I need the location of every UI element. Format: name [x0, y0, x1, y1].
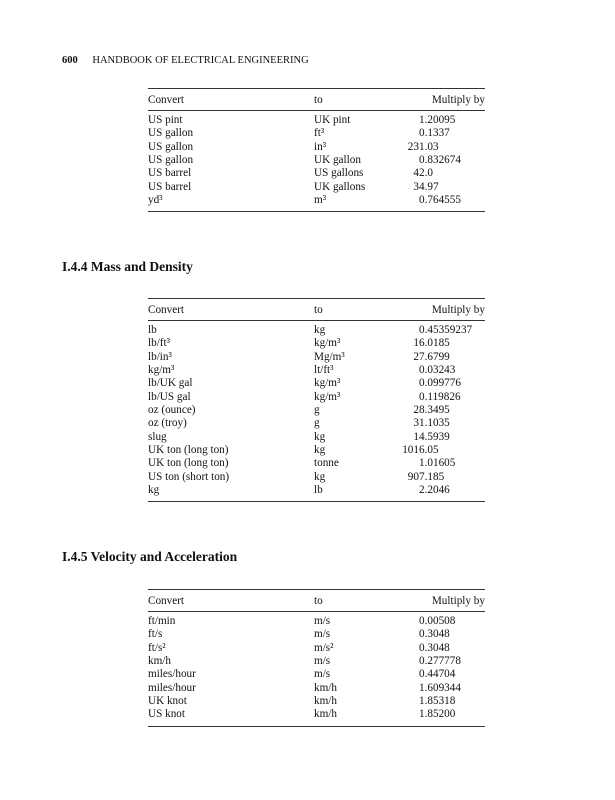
multiplier-cell: 0.099776	[419, 377, 461, 390]
to-cell: m/s	[314, 615, 331, 627]
table-header	[148, 299, 485, 321]
multiplier-cell: 0.1337	[419, 127, 450, 140]
convert-cell: UK knot	[148, 695, 187, 708]
table-row	[148, 668, 485, 681]
multiplier-cell: 0.764555	[419, 194, 461, 207]
to-cell: US gallons	[314, 167, 364, 180]
convert-cell: ft/s	[148, 628, 163, 641]
table-row	[148, 127, 485, 140]
convert-cell: US knot	[148, 708, 185, 721]
to-cell: UK gallons	[314, 180, 366, 193]
to-cell: kg/m³	[314, 337, 341, 350]
table-row	[148, 417, 485, 430]
table-row	[148, 431, 485, 444]
convert-cell: US gallon	[148, 140, 194, 153]
convert-cell: US barrel	[148, 180, 192, 193]
to-cell: m/s	[314, 628, 331, 641]
convert-cell: ft/s²	[148, 641, 166, 654]
multiplier-cell: 27.6799	[413, 350, 450, 363]
convert-cell: US pint	[148, 114, 183, 126]
mass-density-table	[148, 298, 485, 502]
table-row	[148, 615, 485, 628]
convert-cell: US gallon	[148, 154, 194, 167]
table-header	[148, 590, 485, 612]
multiplier-cell: 1016.05	[402, 444, 439, 457]
column-header-convert: Convert	[148, 595, 185, 607]
multiplier-cell: 2.2046	[419, 484, 450, 497]
table-row	[148, 682, 485, 695]
column-header-to: to	[314, 304, 323, 316]
table-row	[148, 114, 485, 127]
table-row	[148, 404, 485, 417]
multiplier-cell: 1.85200	[419, 708, 456, 721]
multiplier-cell: 0.00508	[419, 615, 456, 627]
multiplier-cell: 907.185	[407, 470, 445, 483]
table-row	[148, 391, 485, 404]
to-cell: UK gallon	[314, 154, 361, 167]
convert-cell: lb	[148, 324, 157, 336]
to-cell: m/s	[314, 655, 331, 668]
table-row	[148, 167, 485, 180]
table-row	[148, 377, 485, 390]
to-cell: lb	[314, 484, 323, 497]
multiplier-cell: 34.97	[413, 180, 439, 193]
table-row	[148, 655, 485, 668]
multiplier-cell: 0.119826	[419, 390, 461, 403]
multiplier-cell: 14.5939	[413, 430, 450, 443]
to-cell: kg	[314, 470, 326, 483]
multiplier-cell: 42.0	[413, 167, 433, 180]
running-header	[62, 55, 309, 66]
multiplier-cell: 31.1035	[413, 417, 450, 430]
to-cell: kg/m³	[314, 377, 341, 390]
convert-cell: US gallon	[148, 127, 194, 140]
convert-cell: lb/ft³	[148, 337, 170, 350]
table-row	[148, 337, 485, 350]
column-header-to: to	[314, 595, 323, 607]
convert-cell: UK ton (long ton)	[148, 444, 229, 457]
to-cell: in³	[314, 140, 327, 153]
convert-cell: miles/hour	[148, 681, 196, 694]
to-cell: kg	[314, 444, 326, 457]
convert-cell: US ton (short ton)	[148, 470, 230, 483]
section-heading-velocity-acceleration: I.4.5 Velocity and Acceleration	[62, 549, 238, 564]
to-cell: km/h	[314, 708, 337, 721]
table-row	[148, 181, 485, 194]
table-row	[148, 364, 485, 377]
table-row	[148, 324, 485, 337]
to-cell: Mg/m³	[314, 350, 345, 363]
convert-cell: ft/min	[148, 615, 176, 627]
table-row	[148, 141, 485, 154]
column-header-multiply-by: Multiply by	[431, 304, 485, 316]
table-row	[148, 708, 485, 721]
to-cell: kg/m³	[314, 390, 341, 403]
multiplier-cell: 1.20095	[419, 114, 456, 126]
table-row	[148, 154, 485, 167]
multiplier-cell: 28.3495	[413, 404, 450, 417]
convert-cell: oz (ounce)	[148, 404, 196, 417]
to-cell: kg	[314, 324, 326, 336]
multiplier-cell: 1.609344	[419, 681, 461, 694]
table-row	[148, 457, 485, 470]
multiplier-cell: 1.01605	[419, 457, 456, 470]
multiplier-cell: 0.03243	[419, 364, 456, 377]
column-header-to: to	[314, 94, 323, 106]
convert-cell: lb/in³	[148, 350, 172, 363]
to-cell: g	[314, 417, 320, 430]
page-number: 600	[62, 55, 78, 66]
table-row	[148, 628, 485, 641]
convert-cell: kg/m³	[148, 364, 175, 377]
to-cell: lt/ft³	[314, 364, 334, 377]
convert-cell: km/h	[148, 655, 171, 668]
convert-cell: kg	[148, 484, 160, 497]
to-cell: km/h	[314, 681, 337, 694]
convert-cell: US barrel	[148, 167, 192, 180]
to-cell: m³	[314, 194, 327, 207]
multiplier-cell: 0.3048	[419, 628, 450, 641]
multiplier-cell: 1.85318	[419, 695, 456, 708]
column-header-multiply-by: Multiply by	[431, 94, 485, 106]
convert-cell: lb/UK gal	[148, 377, 193, 390]
section-heading-mass-density: I.4.4 Mass and Density	[62, 259, 193, 274]
column-header-convert: Convert	[148, 304, 185, 316]
to-cell: m/s²	[314, 641, 334, 654]
table-row	[148, 351, 485, 364]
table-header	[148, 89, 485, 111]
multiplier-cell: 231.03	[407, 140, 439, 153]
to-cell: km/h	[314, 695, 337, 708]
volume-conversion-table	[148, 88, 485, 212]
table-row	[148, 471, 485, 484]
column-header-convert: Convert	[148, 94, 185, 106]
convert-cell: slug	[148, 430, 167, 443]
multiplier-cell: 0.277778	[419, 655, 461, 668]
table-row	[148, 695, 485, 708]
to-cell: ft³	[314, 127, 325, 140]
table-row	[148, 642, 485, 655]
to-cell: kg	[314, 430, 326, 443]
velocity-acceleration-table	[148, 589, 485, 727]
convert-cell: yd³	[148, 194, 163, 207]
to-cell: g	[314, 404, 320, 417]
multiplier-cell: 0.45359237	[419, 324, 473, 336]
column-header-multiply-by: Multiply by	[431, 595, 485, 607]
multiplier-cell: 16.0185	[413, 337, 450, 350]
multiplier-cell: 0.3048	[419, 641, 450, 654]
table-row	[148, 484, 485, 497]
table-row	[148, 194, 485, 207]
to-cell: UK pint	[314, 114, 351, 126]
convert-cell: miles/hour	[148, 668, 196, 681]
multiplier-cell: 0.44704	[419, 668, 456, 681]
to-cell: m/s	[314, 668, 331, 681]
book-title: HANDBOOK OF ELECTRICAL ENGINEERING	[92, 55, 309, 66]
table-row	[148, 444, 485, 457]
convert-cell: lb/US gal	[148, 390, 191, 403]
convert-cell: oz (troy)	[148, 417, 187, 430]
multiplier-cell: 0.832674	[419, 154, 461, 167]
to-cell: tonne	[314, 457, 339, 470]
convert-cell: UK ton (long ton)	[148, 457, 229, 470]
